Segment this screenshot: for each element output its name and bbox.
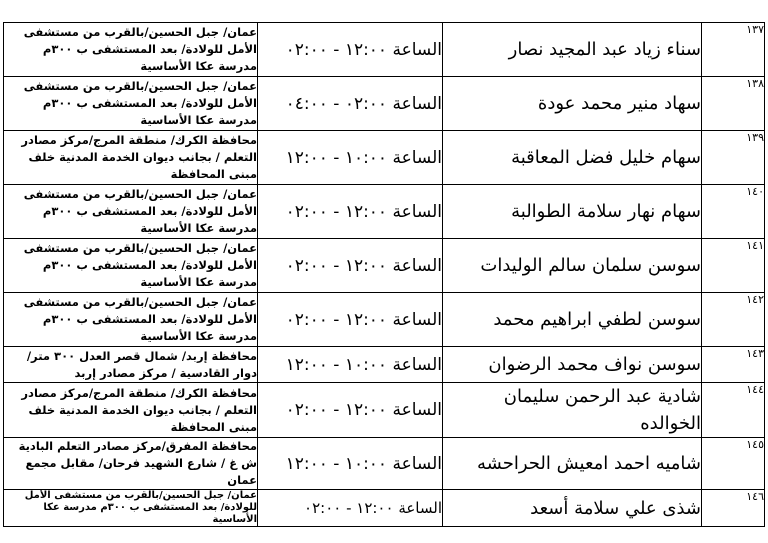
- table-row: [4, 23, 765, 77]
- name-cell: سوسن نواف محمد الرضوان: [443, 347, 702, 383]
- time-cell: الساعة ١٢:٠٠ - ٠٢:٠٠: [258, 239, 443, 293]
- row-number: ١٤٣: [702, 347, 765, 383]
- name-cell: سهام خليل فضل المعاقبة: [443, 131, 702, 185]
- time-cell: الساعة ١٢:٠٠ - ٠٢:٠٠: [258, 490, 443, 527]
- table-row: [4, 185, 765, 239]
- row-number: ١٤٥: [702, 438, 765, 490]
- row-number: ١٣٧: [702, 23, 765, 77]
- time-cell: الساعة ١٢:٠٠ - ٠٢:٠٠: [258, 23, 443, 77]
- table-row: [4, 347, 765, 383]
- time-cell: الساعة ١٠:٠٠ - ١٢:٠٠: [258, 131, 443, 185]
- table-row: [4, 438, 765, 490]
- location-cell: محافظة الكرك/ منطقة المرج/مركز مصادر التعلم / بجانب ديوان الخدمة المدنية خلف مبنى المحافظة: [4, 383, 258, 438]
- table-row: [4, 239, 765, 293]
- name-cell: سوسن لطفي ابراهيم محمد: [443, 293, 702, 347]
- table-row: [4, 77, 765, 131]
- row-number: ١٣٨: [702, 77, 765, 131]
- name-cell: سهاد منير محمد عودة: [443, 77, 702, 131]
- name-cell: شادية عبد الرحمن سليمان الخوالده: [443, 383, 702, 438]
- location-cell: عمان/ جبل الحسين/بالقرب من مستشفى الأمل للولادة/ بعد المستشفى ب ٣٠٠م مدرسة عكا الأساسية: [4, 77, 258, 131]
- row-number: ١٤٢: [702, 293, 765, 347]
- time-cell: الساعة ١٢:٠٠ - ٠٢:٠٠: [258, 383, 443, 438]
- time-cell: الساعة ١٠:٠٠ - ١٢:٠٠: [258, 347, 443, 383]
- name-cell: سوسن سلمان سالم الوليدات: [443, 239, 702, 293]
- row-number: ١٤٠: [702, 185, 765, 239]
- table-row: [4, 383, 765, 438]
- time-cell: الساعة ١٢:٠٠ - ٠٢:٠٠: [258, 185, 443, 239]
- location-cell: عمان/ جبل الحسين/بالقرب من مستشفى الأمل للولادة/ بعد المستشفى ب ٣٠٠م مدرسة عكا الأساسية: [4, 293, 258, 347]
- location-cell: محافظة الكرك/ منطقة المرج/مركز مصادر التعلم / بجانب ديوان الخدمة المدنية خلف مبنى المحافظة: [4, 131, 258, 185]
- location-cell: محافظة المفرق/مركز مصادر التعلم البادية ش غ / شارع الشهيد فرحان/ مقابل مجمع عمان: [4, 438, 258, 490]
- table-row: [4, 490, 765, 527]
- time-cell: الساعة ١٠:٠٠ - ١٢:٠٠: [258, 438, 443, 490]
- schedule-table: [3, 22, 765, 527]
- table-row: [4, 293, 765, 347]
- location-cell: عمان/ جبل الحسين/بالقرب من مستشفى الأمل للولادة/ بعد المستشفى ب ٣٠٠م مدرسة عكا الأساسية: [4, 239, 258, 293]
- name-cell: شاميه احمد امعيش الحراحشه: [443, 438, 702, 490]
- location-cell: محافظة إربد/ شمال قصر العدل ٣٠٠ متر/ دوار القادسية / مركز مصادر إربد: [4, 347, 258, 383]
- time-cell: الساعة ١٢:٠٠ - ٠٢:٠٠: [258, 293, 443, 347]
- row-number: ١٣٩: [702, 131, 765, 185]
- time-cell: الساعة ٠٢:٠٠ - ٠٤:٠٠: [258, 77, 443, 131]
- table-row: [4, 131, 765, 185]
- row-number: ١٤٦: [702, 490, 765, 527]
- location-cell: عمان/ جبل الحسين/بالقرب من مستشفى الأمل للولادة/ بعد المستشفى ب ٣٠٠م مدرسة عكا الأساسية: [4, 23, 258, 77]
- name-cell: سناء زياد عبد المجيد نصار: [443, 23, 702, 77]
- location-cell: عمان/ جبل الحسين/بالقرب من مستشفى الأمل للولادة/ بعد المستشفى ب ٣٠٠م مدرسة عكا الأساسية: [4, 490, 258, 527]
- row-number: ١٤١: [702, 239, 765, 293]
- name-cell: سهام نهار سلامة الطوالبة: [443, 185, 702, 239]
- name-cell: شذى علي سلامة أسعد: [443, 490, 702, 527]
- location-cell: عمان/ جبل الحسين/بالقرب من مستشفى الأمل للولادة/ بعد المستشفى ب ٣٠٠م مدرسة عكا الأساسية: [4, 185, 258, 239]
- row-number: ١٤٤: [702, 383, 765, 438]
